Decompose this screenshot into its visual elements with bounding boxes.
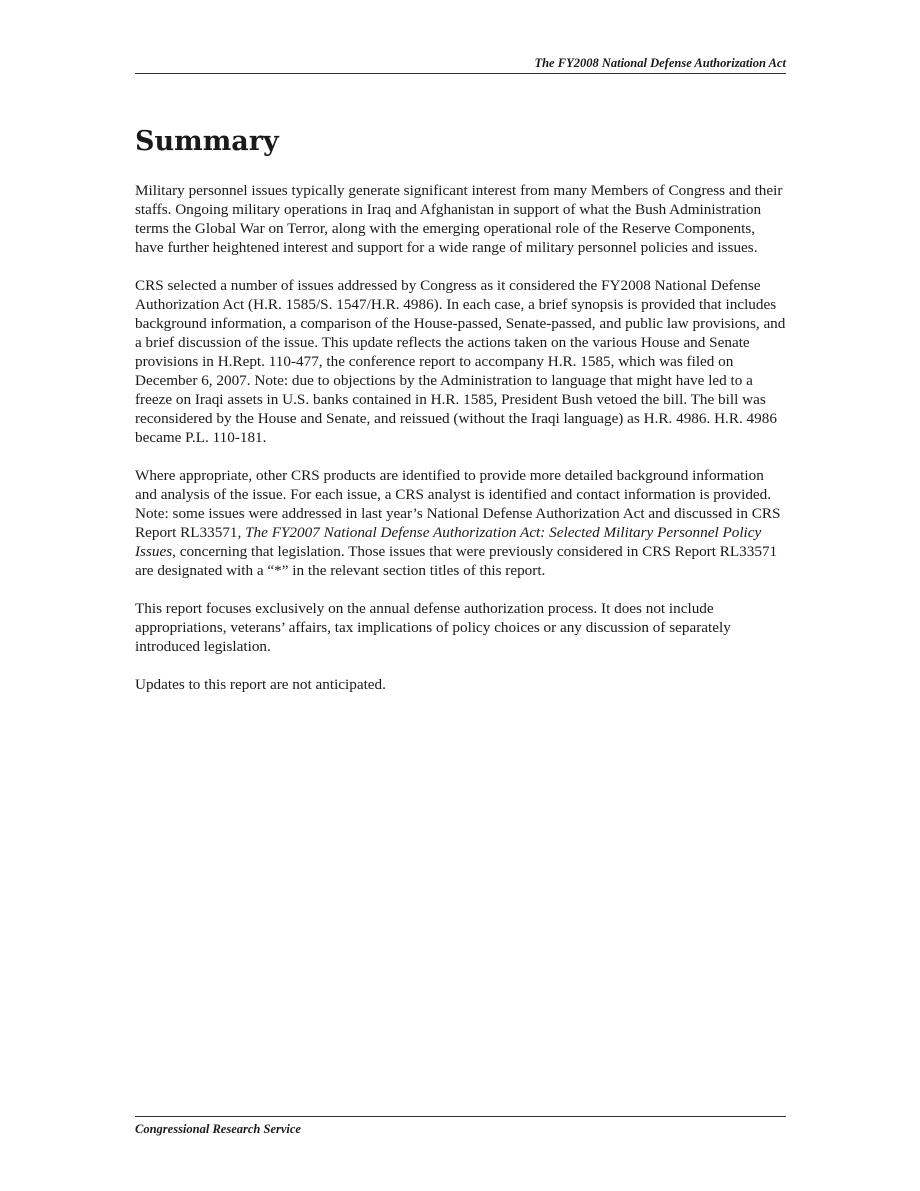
paragraph-issues-addressed: CRS selected a number of issues addressed by Congress as it considered the FY2008 National Defense Authorization Act (H.R. 1585/S. 1547/H.R. 4986). In each case, a brief synopsis is provided that includes background information, a comparison of the House-passed, Senate-passed, and public law provisions, and a brief discussion of the issue. This update reflects the actions taken on the various House and Senate provisions in H.Rept. 110-477, the conference report to accompany H.R. 1585, which was filed on December 6, 2007. Note: due to objections by the Administration to language that might have led to a freeze on Iraqi assets in U.S. banks contained in H.R. 1585, President Bush vetoed the bill. The bill was reconsidered by the House and Senate, and reissued (without the Iraqi language) as H.R. 4986. H.R. 4986 became P.L. 110-181. (135, 277, 786, 446)
paragraph-personnel-interest: Military personnel issues typically generate significant interest from many Members of Congress and their staffs. Ongoing military operations in Iraq and Afghanistan in support of what the Bush Administration terms the Global War on Terror, along with the emerging operational role of the Reserve Components, have further heightened interest and support for a wide range of military personnel policies and issues. (135, 182, 783, 256)
report-title-italic: The FY2007 National Defense Authorization Act: Selected Military Personnel Policy Issues (135, 524, 762, 560)
footer-publisher: Congressional Research Service (135, 1122, 301, 1136)
page-footer (135, 1116, 786, 1137)
running-header-title: The FY2008 National Defense Authorization Act (534, 56, 786, 70)
page-content (135, 123, 786, 713)
page-title: Summary (135, 126, 279, 157)
paragraph-crs-products-lead: Where appropriate, other CRS products are identified to provide more detailed background information and analysis of the issue. For each issue, a CRS analyst is identified and contact information is provided. Note: some issues were addressed in last year’s National Defense Authorization Act and discussed in CRS Report RL33571, (135, 467, 781, 541)
paragraph-updates: Updates to this report are not anticipated. (135, 676, 386, 693)
running-header (135, 55, 786, 74)
paragraph-crs-products (135, 466, 786, 580)
paragraph-report-focus: This report focuses exclusively on the annual defense authorization process. It does not include appropriations, veterans’ affairs, tax implications of policy choices or any discussion of separately introduced legislation. (135, 600, 731, 655)
paragraph-crs-products-tail: , concerning that legislation. Those issues that were previously considered in CRS Report RL33571 are designated with a “*” in the relevant section titles of this report. (135, 543, 778, 579)
